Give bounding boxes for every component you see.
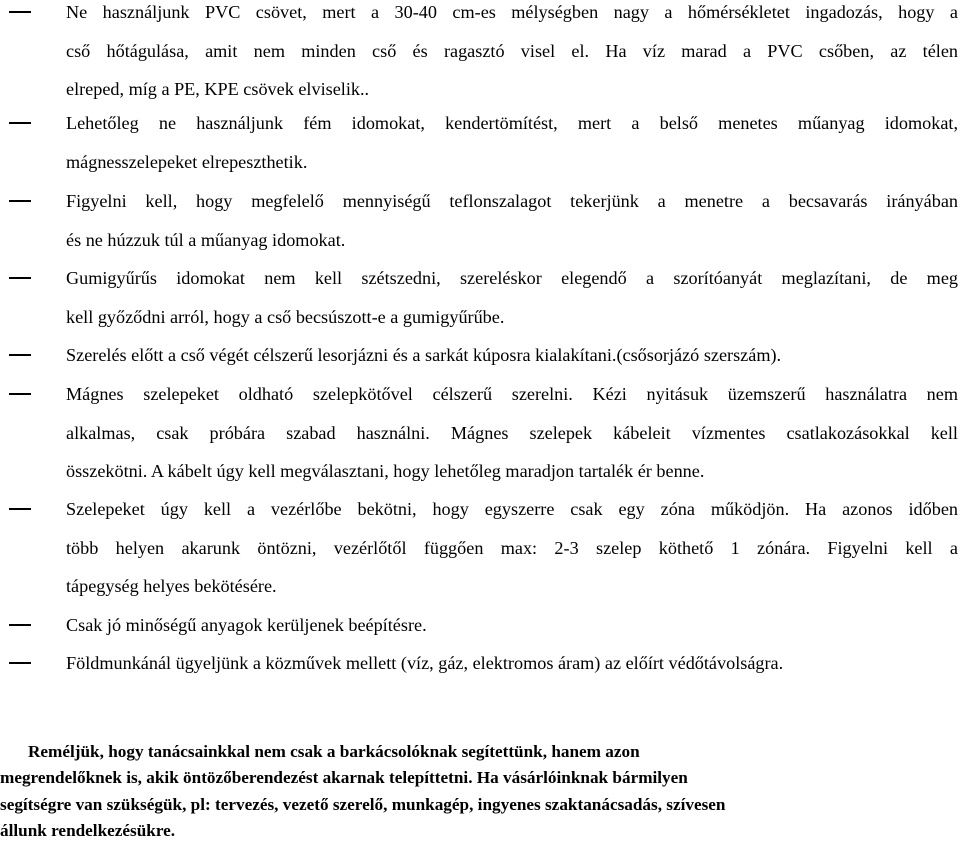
text-line: több helyen akarunk öntözni, vezérlőtől függően max: 2-3 szelep köthető 1 zónára. Figyelni kell a [66,537,958,558]
list-item-text [66,104,958,181]
dash-bullet-icon [9,354,31,356]
dash-bullet-icon [9,393,31,395]
text-line: Földmunkánál ügyeljünk a közművek mellett (víz, gáz, elektromos áram) az előírt védőtávolságra. [66,653,784,673]
list-item-text [66,182,958,259]
text-line: Gumigyűrűs idomokat nem kell szétszedni, szereléskor elegendő a szorítóanyát meglazítani, de meg [66,268,958,288]
closing-line: Reméljük, hogy tanácsainkkal nem csak a barkácsolóknak segítettünk, hanem azon [28,742,640,761]
text-line: összekötni. A kábelt úgy kell megválasztani, hogy lehetőleg maradjon tartalék ér benne. [66,461,705,481]
dash-bullet-icon [9,624,31,626]
text-line: alkalmas, csak próbára szabad használni. Mágnes szelepek kábeleit vízmentes csatlakozásokkal kell [66,422,958,443]
text-line: cső hőtágulása, amit nem minden cső és ragasztó visel el. Ha víz marad a PVC csőben, az télen [66,40,958,61]
text-line: Figyelni kell, hogy megfelelő mennyiségű teflonszalagot tekerjünk a menetre a becsavarás irányában [66,191,958,211]
dash-bullet-icon [9,122,31,124]
closing-line: megrendelőknek is, akik öntözőberendezést akarnak telepíttetni. Ha vásárlóinknak bármilyen [0,768,688,788]
text-line: tápegység helyes bekötésére. [66,576,277,596]
list-item-text [66,336,958,375]
list-item-text [66,644,958,683]
dash-bullet-icon [9,277,31,279]
closing-paragraph [0,739,958,844]
text-line: Szelepeket úgy kell a vezérlőbe bekötni, hogy egyszerre csak egy zóna működjön. Ha azonos időben [66,499,958,519]
text-line: és ne húzzuk túl a műanyag idomokat. [66,229,346,250]
text-line: elreped, míg a PE, KPE csövek elviselik.. [66,79,370,99]
list-item-text [66,375,958,491]
dash-bullet-icon [9,662,31,664]
text-line: Ne használjunk PVC csövet, mert a 30-40 cm-es mélységben nagy a hőmérsékletet ingadozás, hogy a [66,2,958,22]
dash-bullet-icon [9,200,31,202]
list-item-text [66,490,958,606]
dash-bullet-icon [9,11,31,13]
text-line: kell győződni arról, hogy a cső becsúszott-e a gumigyűrűbe. [66,306,505,327]
dash-bullet-icon [9,508,31,510]
list-item-text [66,259,958,336]
text-line: Mágnes szelepeket oldható szelepkötővel célszerű szerelni. Kézi nyitásuk üzemszerű használatra nem [66,384,958,404]
text-line: mágnesszelepeket elrepeszthetik. [66,151,308,172]
list-item-text [66,606,958,645]
text-line: Lehetőleg ne használjunk fém idomokat, kendertömítést, mert a belső menetes műanyag idomokat, [66,113,958,133]
text-line: Szerelés előtt a cső végét célszerű lesorjázni és a sarkát kúposra kialakítani.(csősorjázó szerszám). [66,345,782,365]
closing-line: segítségre van szükségük, pl: tervezés, vezető szerelő, munkagép, ingyenes szaktanácsadás, szívesen [0,794,726,814]
list-item-text [66,0,958,109]
closing-line: állunk rendelkezésükre. [0,820,176,840]
text-line: Csak jó minőségű anyagok kerüljenek beépítésre. [66,615,427,635]
